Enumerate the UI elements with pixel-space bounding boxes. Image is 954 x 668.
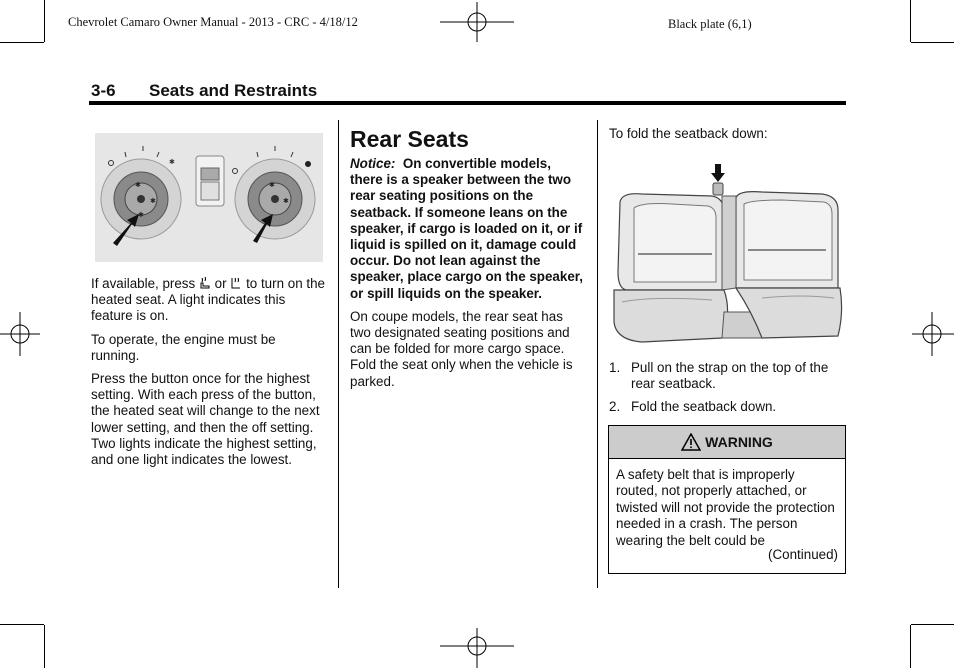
crop-mark [0,42,44,43]
heading-rule [89,101,846,105]
warning-triangle-icon [681,433,701,451]
heated-seat-instruction [91,276,327,325]
registration-mark-top-icon [440,2,514,42]
step-text: Fold the seatback down. [631,399,777,415]
warning-body [609,459,845,563]
convertible-notice [350,156,586,302]
notice-label: Notice: [350,156,396,171]
heated-seat-controls-illustration [95,133,323,262]
registration-mark-bottom-icon [440,628,514,668]
instruction-text-b: or [214,276,227,291]
column-left [91,276,327,475]
svg-text:✱: ✱ [138,211,144,219]
list-item [609,360,845,392]
rear-seats-heading: Rear Seats [350,126,469,152]
warning-box [608,425,846,574]
setting-levels-paragraph: Press the button once for the highest setting. With each press of the button, the heated seat will change to the next lower setting, and then the off setting. Two lights indicate the highest setting, and one light indicates the lowest. [91,371,320,468]
engine-running-note: To operate, the engine must be running. [91,331,276,363]
notice-text: On convertible models, there is a speaker between the two rear seating positions on the seatback. If someone leans on the speaker, if cargo is loaded on it, or if liquid is spilled on it, damage could occur. Do not lean against the speaker, place cargo on the speaker, or spill liquids on the speaker. [350,156,583,301]
section-number: 3-6 [91,81,116,100]
crop-mark [44,0,45,42]
crop-mark [0,624,44,625]
crop-mark [911,624,954,625]
running-header-right: Black plate (6,1) [668,17,752,31]
heated-seat-icon [199,276,211,290]
column-right [609,126,845,149]
step-text: Pull on the strap on the top of the rear seatback. [631,360,829,392]
step-number: 1. [609,360,621,375]
continued-label: (Continued) [768,547,838,563]
section-title: Seats and Restraints [149,81,318,100]
warning-text: A safety belt that is improperly routed, not properly attached, or twisted will not provide the protection needed in a crash. The person wearing the belt could be [616,467,835,548]
svg-text:✱: ✱ [283,197,289,205]
instruction-text-c: to turn on the heated seat. A light indicates this feature is on. [91,276,325,324]
fold-intro: To fold the seatback down: [609,126,768,141]
svg-text:✱: ✱ [150,197,156,205]
coupe-rear-seat-paragraph: On coupe models, the rear seat has two designated seating positions and can be folded for more cargo space. Fold the seat only when the vehicle is parked. [350,308,573,389]
crop-mark [910,625,911,668]
warning-title: WARNING [705,434,773,450]
running-header-left: Chevrolet Camaro Owner Manual - 2013 - CRC - 4/18/12 [68,15,358,29]
warning-header [609,426,845,459]
registration-mark-right-icon [912,312,954,356]
registration-mark-left-icon [0,312,40,356]
fold-steps-list [609,360,845,416]
heated-seatback-icon [230,276,242,290]
crop-mark [44,625,45,668]
rear-seat-illustration [612,162,844,354]
column-divider [338,120,339,588]
column-divider [597,120,598,588]
list-item [609,399,845,415]
svg-text:✱: ✱ [169,158,175,166]
column-middle [350,126,586,397]
fold-steps-block [609,360,845,423]
crop-mark [911,42,954,43]
crop-mark [910,0,911,42]
svg-text:✱: ✱ [135,181,141,189]
instruction-text-a: If available, press [91,276,196,291]
svg-text:✱: ✱ [269,181,275,189]
step-number: 2. [609,399,621,415]
